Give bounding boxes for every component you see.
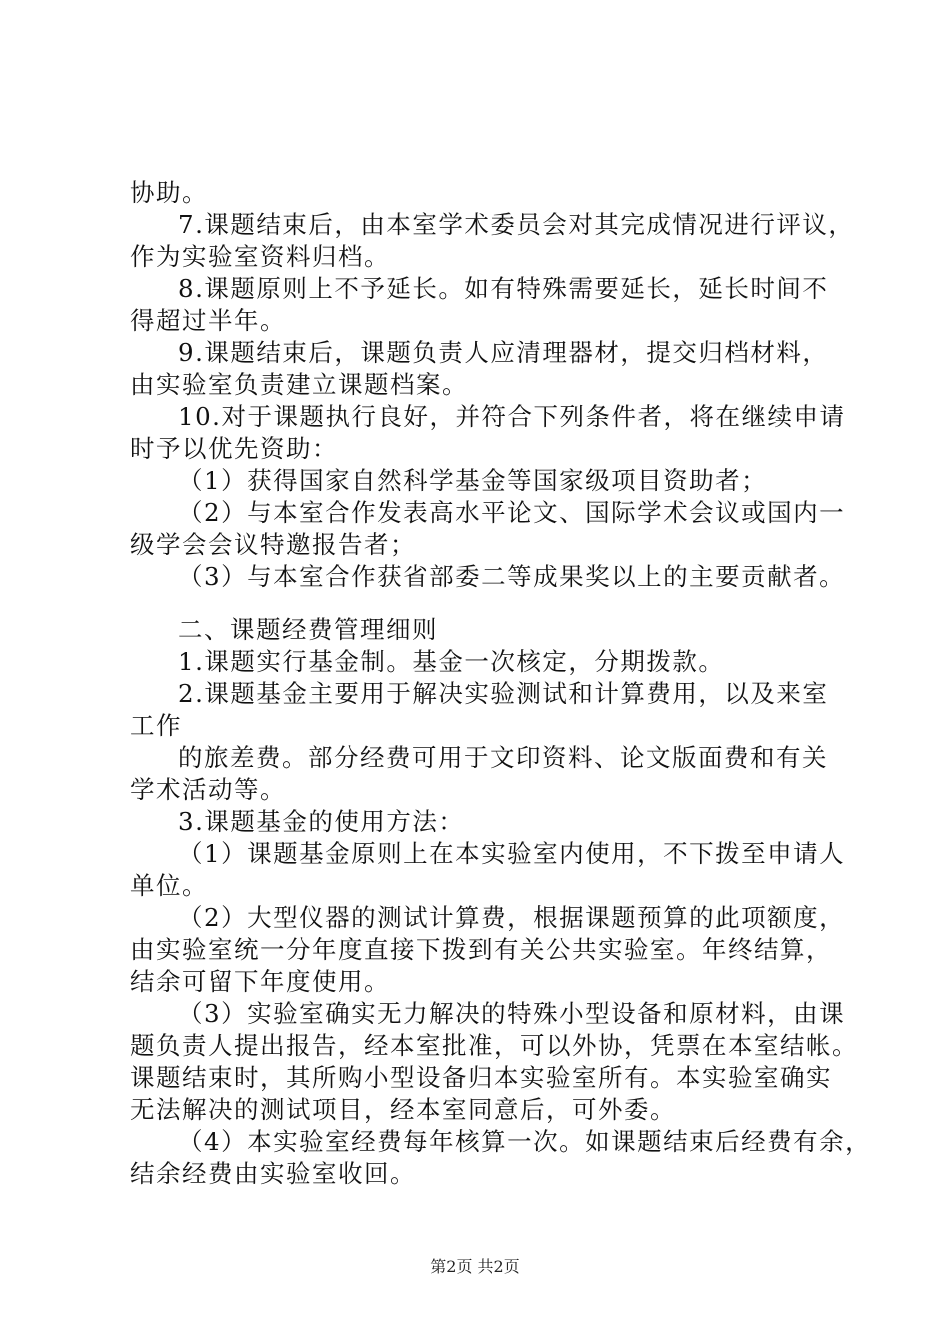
paragraph-line: 课题结束时，其所购小型设备归本实验室所有。本实验室确实: [130, 1063, 832, 1092]
paragraph-line: 结余可留下年度使用。: [130, 967, 390, 996]
paragraph-line: （1）获得国家自然科学基金等国家级项目资助者；: [178, 466, 768, 495]
paragraph-line: 学术活动等。: [130, 775, 286, 804]
paragraph-line: 1.课题实行基金制。基金一次核定，分期拨款。: [178, 647, 725, 676]
paragraph-line: 8.课题原则上不予延长。如有特殊需要延长，延长时间不: [178, 274, 829, 303]
paragraph-line: 工作: [130, 711, 182, 740]
paragraph-line: （2）与本室合作发表高水平论文、国际学术会议或国内一: [178, 498, 846, 527]
paragraph-line: 2.课题基金主要用于解决实验测试和计算费用，以及来室: [178, 679, 829, 708]
paragraph-line: 的旅差费。部分经费可用于文印资料、论文版面费和有关: [178, 743, 828, 772]
paragraph-line: 得超过半年。: [130, 306, 286, 335]
paragraph-line: 时予以优先资助：: [130, 434, 338, 463]
section-heading: 二、课题经费管理细则: [178, 615, 438, 644]
paragraph-line: 由实验室统一分年度直接下拨到有关公共实验室。年终结算，: [130, 935, 832, 964]
paragraph-line: 7.课题结束后，由本室学术委员会对其完成情况进行评议，: [178, 210, 855, 239]
paragraph-line: 结余经费由实验室收回。: [130, 1159, 416, 1188]
paragraph-line: （4）本实验室经费每年核算一次。如课题结束后经费有余，: [178, 1127, 872, 1156]
paragraph-line: 协助。: [130, 178, 208, 207]
paragraph-line: （1）课题基金原则上在本实验室内使用，不下拨至申请人: [178, 839, 846, 868]
paragraph-line: 9.课题结束后，课题负责人应清理器材，提交归档材料，: [178, 338, 829, 367]
paragraph-line: 10.对于课题执行良好，并符合下列条件者，将在继续申请: [178, 402, 846, 431]
paragraph-line: 由实验室负责建立课题档案。: [130, 370, 468, 399]
paragraph-line: 3.课题基金的使用方法：: [178, 807, 465, 836]
paragraph-line: 题负责人提出报告，经本室批准，可以外协，凭票在本室结帐。: [130, 1031, 858, 1060]
paragraph-line: （3）实验室确实无力解决的特殊小型设备和原材料，由课: [178, 999, 846, 1028]
paragraph-line: 作为实验室资料归档。: [130, 242, 390, 271]
paragraph-line: 单位。: [130, 871, 208, 900]
paragraph-line: （3）与本室合作获省部委二等成果奖以上的主要贡献者。: [178, 562, 846, 591]
paragraph-line: （2）大型仪器的测试计算费，根据课题预算的此项额度，: [178, 903, 846, 932]
page-number-footer: 第2页 共2页: [430, 1257, 520, 1276]
paragraph-line: 级学会会议特邀报告者；: [130, 530, 416, 559]
paragraph-line: 无法解决的测试项目，经本室同意后，可外委。: [130, 1095, 676, 1124]
